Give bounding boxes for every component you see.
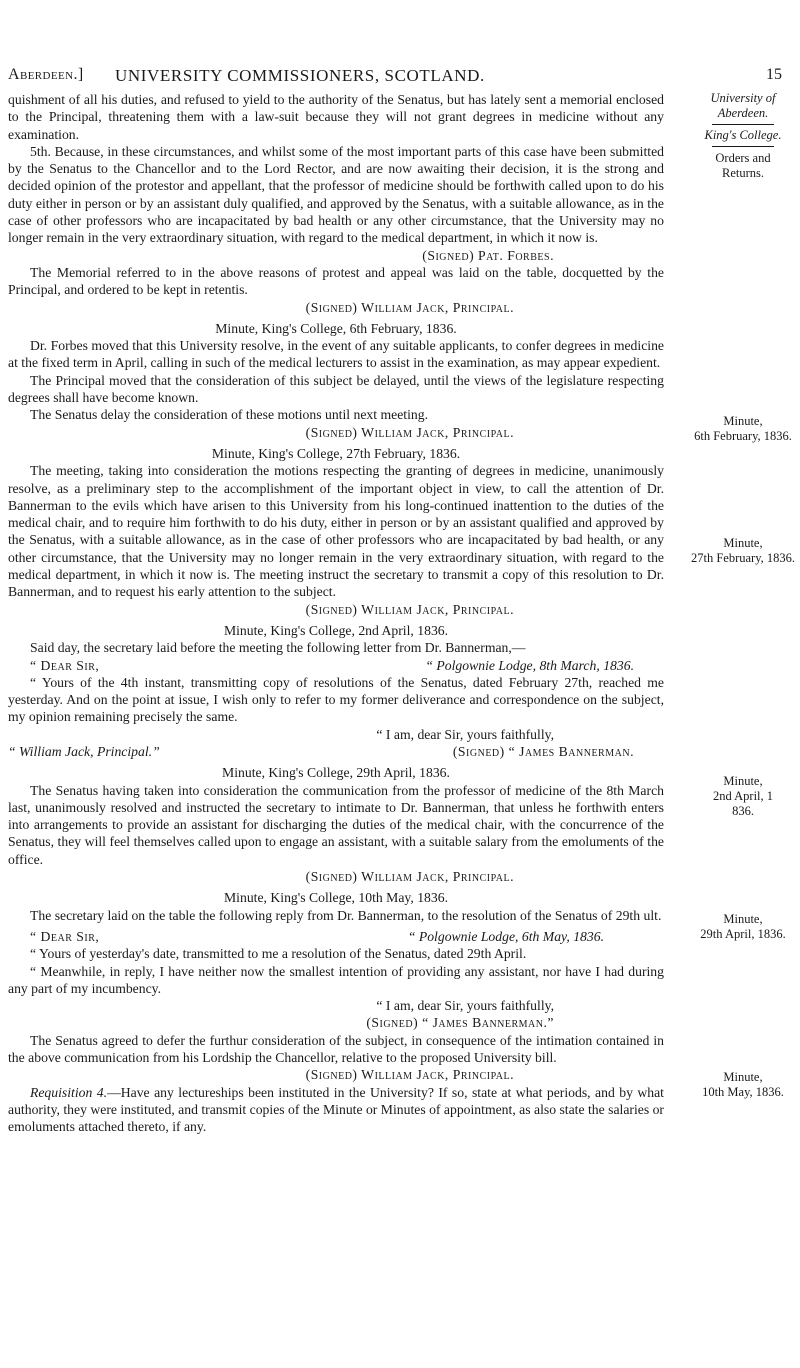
sidenote-rule [712, 124, 774, 125]
sidenote-orders [688, 151, 798, 181]
sidenote-orders-line: Returns. [721, 166, 764, 180]
signature: (Signed) William Jack, Principal. [305, 299, 514, 315]
letter-heading [8, 928, 664, 945]
minute-heading: Minute, King's College, 27th February, 1836. [211, 445, 461, 461]
signature: (Signed) William Jack, Principal. [305, 424, 514, 440]
sidenote-minute-label: Minute, [723, 536, 763, 550]
minute-heading: Minute, King's College, 6th February, 1836. [215, 320, 457, 336]
paragraph: The secretary laid on the table the following reply from Dr. Bannerman, to the resolution of the Senatus of 29th ult. [30, 907, 662, 923]
running-header [0, 66, 800, 92]
sidenote-minute-date: 29th April, 1836. [700, 927, 786, 941]
letter-signature: (Signed) “ James Bannerman. [452, 743, 634, 759]
sidenote-minute-apr29 [688, 912, 798, 942]
sidenote-minute-label: Minute, [723, 414, 763, 428]
paragraph: quishment of all his duties, and refused to yield to the authority of the Senatus, but has lately sent a memorial enclosed to the Principal, threatening them with a law-suit because they will not grant degrees in medicine without any examination. [8, 92, 664, 142]
paragraph: The Senatus delay the consideration of these motions until next meeting. [30, 407, 428, 423]
paragraph: Dr. Forbes moved that this University resolve, in the event of any suitable applicants, to confer degrees in medicine at the fixed term in April, calling in such of the medical lecturers to assist in the examination, as may appear expedient. [8, 338, 664, 371]
sidenote-minute-feb27 [688, 536, 798, 566]
sidenote-minute-date: 6th February, 1836. [694, 429, 792, 443]
paragraph: The Principal moved that the consideration of this subject be delayed, until the views of the legislature respecting degrees shall have become known. [8, 372, 664, 406]
sidenote-rule [712, 146, 774, 147]
letter-closing: “ I am, dear Sir, yours faithfully, [376, 726, 554, 742]
sidenote-minute-date: 836. [732, 804, 754, 818]
sidenote-minute-date: 2nd April, 1 [712, 789, 774, 803]
letter-signature: (Signed) “ James Bannerman.” [366, 1015, 554, 1031]
letter-footer [8, 743, 664, 760]
minute-heading: Minute, King's College, 2nd April, 1836. [223, 622, 449, 638]
sidenote-minute-date: 10th May, 1836. [702, 1085, 784, 1099]
sidenote-aberdeen-line: Aberdeen. [717, 106, 769, 120]
sidenote-orders-line: Orders and [715, 151, 771, 165]
requisition-label: Requisition 4. [30, 1084, 108, 1100]
sidenote-minute-feb6 [688, 414, 798, 444]
sidenote-minute-label: Minute, [723, 912, 763, 926]
paragraph: The meeting, taking into consideration the motions respecting the granting of degrees in medicine, unanimously resolve, as a preliminary step to the accomplishment of the important object in view, to call the attention of Dr. Bannerman to the evils which have arisen to this University from his long-continued inattention to the duties of the medical chair, and to require him forthwith to do his duty, either in person or by an assistant qualified and approved by the Senatus, with a suitable allowance, as in the case of other professors who are incapacitated by bad health, or any other circumstance, that the University may no longer remain in the very extraordinary situation, with regard to the medical department, in which it now is. The meeting instruct the secretary to transmit a copy of this resolution to Dr. Bannerman, and to request his early attention to the subject. [8, 463, 664, 600]
minute-heading: Minute, King's College, 10th May, 1836. [224, 890, 448, 906]
paragraph: The Senatus agreed to defer the furthur consideration of the subject, in consequence of the intimation contained in the above communication from his Lordship the Chancellor, relative to the proposed University bill. [8, 1032, 664, 1066]
signature: (Signed) William Jack, Principal. [305, 1067, 514, 1083]
signature: (Signed) Pat. Forbes. [422, 247, 554, 263]
minute-heading: Minute, King's College, 29th April, 1836. [222, 765, 450, 781]
paragraph: “ Meanwhile, in reply, I have neither now the smallest intention of providing any assistant, nor have I had during any part of my incumbency. [8, 963, 664, 996]
sidenote-minute-date: 27th February, 1836. [690, 551, 796, 565]
paragraph: The Senatus having taken into consideration the communication from the professor of medicine of the 8th March last, unanimously resolved and instructed the secretary to intimate to Dr. Bannerman, that unless he forthwith enters into arrangements to provide an assistant for discharging the duties of the medical chair, with the concurrence of the Senatus, they will feel themselves called upon to engage an assistant, with a suitable salary from the emoluments of the office. [8, 782, 664, 867]
header-title: UNIVERSITY COMMISSIONERS, SCOTLAND. [115, 66, 485, 85]
requisition-text: —Have any lectureships been instituted in the University? If so, state at what periods, and by what authority, they were instituted, and transmit copies of the Minute or Minutes of appointment, as also state the salaries or emoluments attached thereto, if any. [8, 1084, 664, 1135]
letter-salutation: “ Dear Sir, [30, 928, 100, 944]
sidenote-minute-may10 [688, 1070, 798, 1100]
requisition-paragraph [8, 1084, 664, 1136]
sidenote-college: King's College. [704, 128, 782, 142]
paragraph: The Memorial referred to in the above reasons of protest and appeal was laid on the table, docquetted by the Principal, and ordered to be kept in retentis. [8, 264, 664, 298]
letter-addressee: “ William Jack, Principal.” [8, 743, 160, 759]
sidenote-minute-label: Minute, [723, 1070, 763, 1084]
letter-place-date: “ Polgownie Lodge, 6th May, 1836. [407, 928, 604, 944]
page-number: 15 [766, 66, 782, 83]
signature: (Signed) William Jack, Principal. [305, 869, 514, 885]
signature: (Signed) William Jack, Principal. [305, 601, 514, 617]
sidenote-university-line: University of [710, 91, 776, 105]
paragraph: “ Yours of yesterday's date, transmitted to me a resolution of the Senatus, dated 29th April. [30, 946, 527, 962]
letter-closing: “ I am, dear Sir, yours faithfully, [376, 998, 554, 1014]
paragraph: “ Yours of the 4th instant, transmitting copy of resolutions of the Senatus, dated February 27th, reached me yesterday. And on the point at issue, I wish only to refer to my former deliverance and correspondence on the subject, my opinion remaining precisely the same. [8, 674, 664, 725]
sidenote-minute-apr2 [688, 774, 798, 819]
paragraph: Said day, the secretary laid before the meeting the following letter from Dr. Bannerman,— [30, 640, 526, 656]
header-section: Aberdeen.] [8, 66, 84, 83]
letter-salutation: “ Dear Sir, [30, 657, 100, 673]
sidenote-minute-label: Minute, [723, 774, 763, 788]
paragraph: 5th. Because, in these circumstances, and whilst some of the most important parts of this case have been submitted by the Senatus to the Chancellor and to the Lord Rector, and are now awaiting their decision, it is the strong and decided opinion of the protestor and appellant, that the professor of medicine should be forthwith called upon to do his duty either in person or by an assistant duly qualified, and approved by the Senatus, with a suitable allowance, as in the case of other professors who are incapacitated by bad health or any other circumstance, that the University may no longer remain in the very extraordinary situation, with regard to the medical department, in which it now is. [8, 143, 664, 246]
letter-place-date: “ Polgownie Lodge, 8th March, 1836. [425, 657, 634, 673]
letter-heading [8, 657, 664, 674]
sidenote-university [688, 91, 798, 121]
main-text [8, 91, 664, 1136]
